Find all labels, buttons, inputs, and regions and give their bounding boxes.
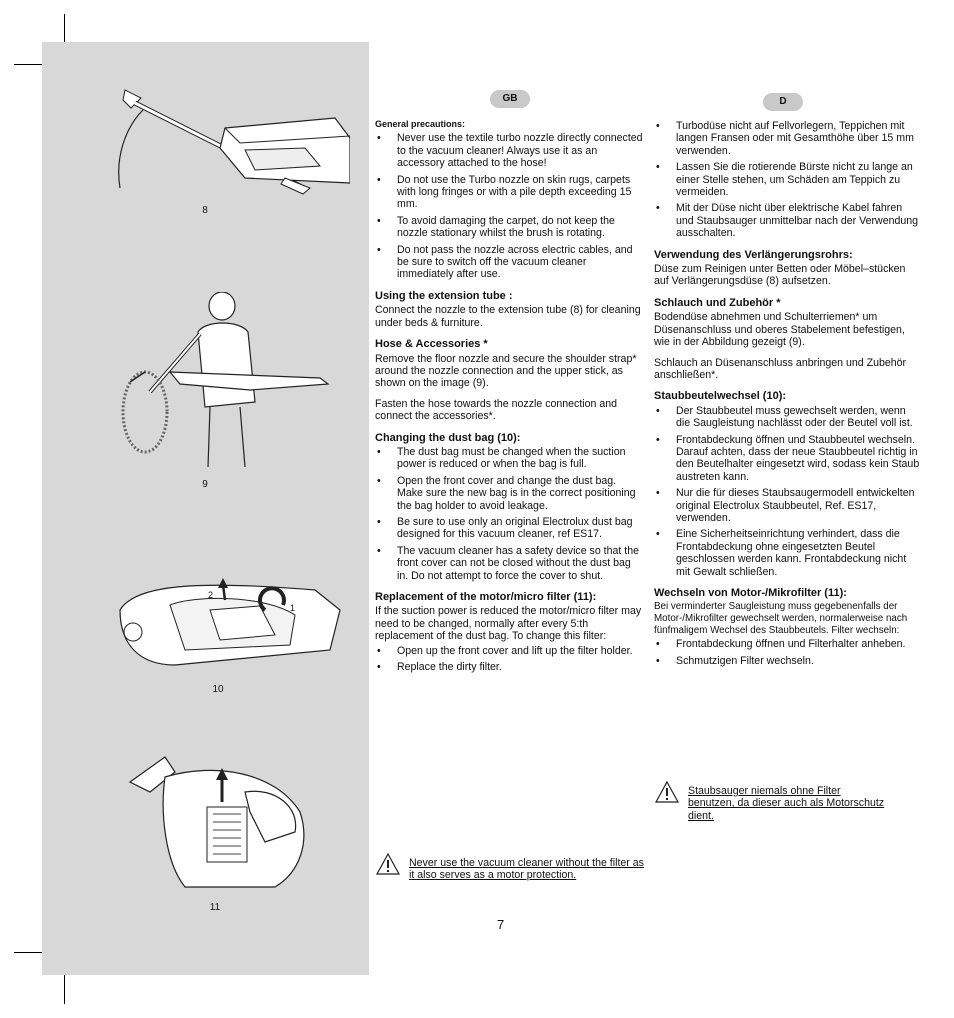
list-item: • Lassen Sie die rotierende Bürste nicht zu lange an einer Stelle stehen, um Schäden am Teppich zu vermeiden. (654, 161, 922, 198)
section-heading: Replacement of the motor/micro filter (11): (375, 591, 597, 603)
list-item: • Der Staubbeutel muss gewechselt werden, wenn die Saugleistung nachlässt oder der Beutel voll ist. (654, 405, 922, 430)
paragraph: Düse zum Reinigen unter Betten oder Möbel–stücken auf Verlängerungsdüse (8) aufsetzen. (654, 263, 906, 288)
de-column (654, 120, 922, 673)
paragraph: If the suction power is reduced the motor/micro filter may need to be changed, normally after every 5:th replacement of the dust bag. To change this filter: (375, 605, 642, 643)
list-item: • The dust bag must be changed when the suction power is reduced or when the bag is full. (375, 446, 643, 471)
section-heading: Wechseln von Motor-/Mikrofilter (11): (654, 587, 847, 599)
list-item: • Do not use the Turbo nozzle on skin rugs, carpets with long fringes or with a pile depth exceeding 15 mm. (375, 174, 643, 211)
section-heading: Using the extension tube : (375, 289, 513, 302)
list-item: • Do not pass the nozzle across electric cables, and be sure to switch off the vacuum cleaner immediately after use. (375, 244, 643, 281)
paragraph: Connect the nozzle to the extension tube (8) for cleaning under beds & furniture. (375, 304, 641, 329)
paragraph: Bodendüse abnehmen und Schulterriemen* um Düsenanschluss und oberes Stabelement befestigen, wie in der Abbildung gezeigt (9). (654, 311, 905, 349)
list-item: • To avoid damaging the carpet, do not keep the nozzle stationary whilst the brush is rotating. (375, 215, 643, 240)
paragraph: Fasten the hose towards the nozzle connection and connect the accessories*. (375, 397, 618, 423)
page-number: 7 (497, 917, 505, 932)
gb-column (375, 118, 643, 679)
list-item: • Eine Sicherheitseinrichtung verhindert, dass die Frontabdeckung ohne eingesetzten Beutel geschlossen werden kann. Frontabdeckung nicht mit Gewalt schließen. (654, 528, 922, 578)
section-heading: Verwendung des Verlängerungsrohrs: (654, 248, 853, 261)
dust-bag-list (654, 405, 922, 578)
section-heading: Staubbeutelwechsel (10): (654, 390, 787, 403)
warning-text: Staubsauger niemals ohne Filter benutzen, da dieser auch als Motorschutz dient. (688, 785, 885, 822)
step-label: 1 (290, 603, 296, 613)
warning-note (375, 852, 645, 882)
warning-text: Never use the vacuum cleaner without the filter as it also serves as a motor protection. (409, 857, 644, 882)
section-heading: Schlauch und Zubehör * (654, 296, 781, 309)
list-item: • The vacuum cleaner has a safety device so that the front cover can not be closed without the dust bag in. Do not attempt to force the cover to shut. (375, 545, 643, 582)
list-item: • Turbodüse nicht auf Fellvorlegern, Teppichen mit langen Fransen oder mit Gesamthöhe über 15 mm verwenden. (654, 120, 922, 157)
figure-number: 10 (212, 684, 224, 695)
paragraph: Remove the floor nozzle and secure the shoulder strap* around the nozzle connection and the upper stick, as shown on the image (9). (375, 352, 637, 390)
list-item: • Mit der Düse nicht über elektrische Kabel fahren und Staubsauger unmittelbar nach der Verwendung ausschalten. (654, 202, 922, 239)
step-label: 2 (208, 590, 214, 600)
warning-note (654, 780, 904, 822)
precautions-list (375, 132, 643, 280)
warning-icon (375, 852, 401, 876)
list-item: • Be sure to use only an original Electrolux dust bag designed for this vacuum cleaner, ref ES17. (375, 516, 643, 541)
list-item: • Schmutzigen Filter wechseln. (654, 655, 922, 667)
paragraph: Bei verminderter Saugleistung muss gegebenenfalls der Motor-/Mikrofilter gewechselt werden, normalerweise nach fünfmaligem Wechsel des Staubbeutels. Filter wechseln: (654, 601, 908, 636)
extension-tube-illustration (105, 88, 350, 198)
figure-number: 11 (209, 902, 221, 913)
section-heading: Changing the dust bag (10): (375, 431, 521, 444)
filter-illustration (125, 752, 315, 892)
filter-list (375, 645, 643, 674)
list-item: • Nur die für dieses Staubsaugermodell entwickelten original Electrolux Staubbeutel, Ref. ES17, verwenden. (654, 487, 922, 524)
paragraph: Schlauch an Düsenanschluss anbringen und Zubehör anschließen*. (654, 356, 907, 381)
language-badge-d: D (763, 93, 803, 111)
list-item: • Never use the textile turbo nozzle directly connected to the vacuum cleaner! Always use it as an accessory attached to the hose! (375, 132, 643, 169)
list-item: • Open up the front cover and lift up the filter holder. (375, 645, 643, 657)
section-heading: Hose & Accessories * (375, 338, 488, 351)
dust-bag-list (375, 446, 643, 582)
list-item: • Replace the dirty filter. (375, 661, 643, 673)
figure-number: 8 (202, 205, 208, 216)
precautions-list (654, 120, 922, 240)
list-item: • Frontabdeckung öffnen und Filterhalter anheben. (654, 638, 922, 650)
list-item: • Frontabdeckung öffnen und Staubbeutel wechseln. Darauf achten, dass der neue Staubbeutel richtig in den Beutelhalter eingesetzt wird, sodass kein Staub austreten kann. (654, 434, 922, 484)
warning-icon (654, 780, 680, 804)
shoulder-strap-illustration (110, 292, 335, 472)
language-badge-gb: GB (490, 90, 530, 108)
list-item: • Open the front cover and change the dust bag. Make sure the new bag is in the correct positioning the bag holder to avoid leakage. (375, 475, 643, 512)
section-heading: General precautions: (375, 119, 466, 129)
filter-list (654, 638, 922, 667)
dust-bag-illustration (115, 570, 345, 670)
figure-number: 9 (202, 479, 208, 490)
